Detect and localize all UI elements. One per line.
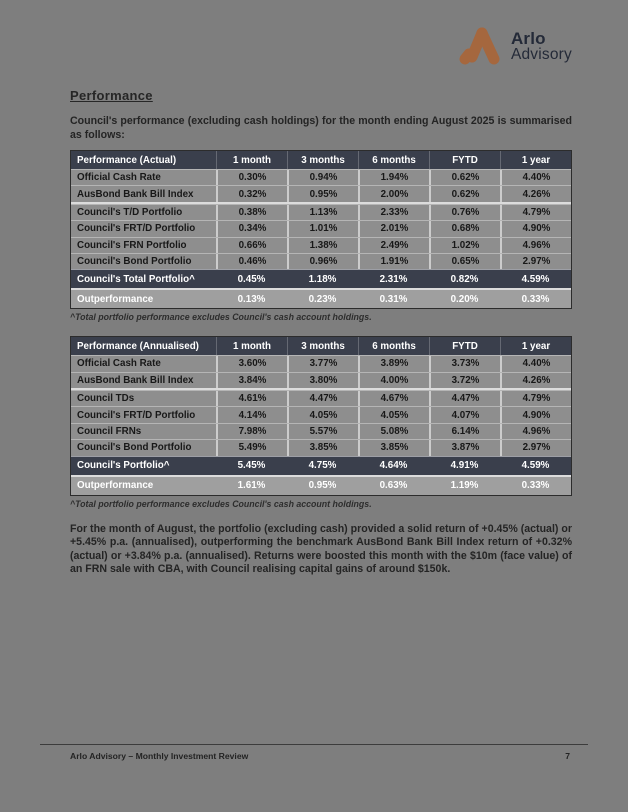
value-cell: 0.95% (308, 480, 337, 491)
value-cell: 5.08% (358, 424, 429, 439)
row-label: Council's T/D Portfolio (77, 206, 183, 218)
value-cell: 4.61% (216, 391, 287, 406)
value-cell: 4.96% (500, 238, 571, 253)
value-cell: 4.90% (500, 407, 571, 422)
value-cell: 4.64% (379, 460, 408, 471)
value-cell: 5.49% (216, 440, 287, 455)
row-label: Council's Total Portfolio^ (77, 273, 195, 285)
value-cell: 0.33% (521, 293, 550, 305)
value-cell: 0.96% (287, 254, 358, 269)
total-row (71, 269, 571, 288)
value-cell: 6 months (358, 151, 429, 169)
value-cell: 2.00% (358, 186, 429, 201)
value-cell: 3.89% (358, 356, 429, 371)
table-row (71, 355, 571, 371)
row-label: AusBond Bank Bill Index (77, 188, 194, 200)
value-cell: 1 year (500, 337, 571, 355)
value-cell: 0.95% (287, 186, 358, 201)
value-cell: 4.26% (500, 186, 571, 201)
value-cell: 5.45% (237, 460, 266, 471)
value-cell: 4.67% (358, 391, 429, 406)
value-cell: 0.34% (216, 221, 287, 236)
value-cell: 0.62% (429, 170, 500, 185)
value-cell: 3.84% (216, 373, 287, 388)
value-cell: 4.40% (500, 356, 571, 371)
table-row (71, 372, 571, 390)
value-cell: FYTD (429, 151, 500, 169)
value-cell: 2.97% (500, 254, 571, 269)
value-cell: 0.62% (429, 186, 500, 201)
row-label: Official Cash Rate (77, 172, 161, 184)
row-label: Council's FRT/D Portfolio (77, 223, 196, 235)
performance-annualised-table (70, 336, 572, 495)
table-row (71, 253, 571, 269)
value-cell: 4.59% (521, 273, 550, 285)
performance-actual-table (70, 150, 572, 309)
footer-document-title: Arlo Advisory – Monthly Investment Review (70, 751, 249, 761)
value-cell: 4.07% (429, 407, 500, 422)
value-cell: 0.94% (287, 170, 358, 185)
value-cell: 0.20% (450, 293, 479, 305)
value-cell: 4.05% (287, 407, 358, 422)
value-cell: 4.05% (358, 407, 429, 422)
value-cell: 3.60% (216, 356, 287, 371)
value-cell: 5.57% (287, 424, 358, 439)
value-cell: 6 months (358, 337, 429, 355)
value-cell: 1.13% (287, 205, 358, 220)
value-cell: 0.82% (450, 273, 479, 285)
value-cell: 4.75% (308, 460, 337, 471)
value-cell: 0.46% (216, 254, 287, 269)
value-cell: 4.47% (429, 391, 500, 406)
value-cell: FYTD (429, 337, 500, 355)
row-label: Outperformance (77, 293, 154, 305)
value-cell: 2.97% (500, 440, 571, 455)
row-label: AusBond Bank Bill Index (77, 374, 194, 386)
value-cell: 4.96% (500, 424, 571, 439)
value-cell: 7.98% (216, 424, 287, 439)
row-label: Performance (Actual) (77, 154, 177, 166)
row-label: Official Cash Rate (77, 358, 161, 370)
value-cell: 1.91% (358, 254, 429, 269)
value-cell: 0.45% (237, 273, 266, 285)
logo-brand-suffix: Advisory (510, 46, 572, 64)
value-cell: 3.87% (429, 440, 500, 455)
section-heading-performance: Performance (70, 88, 153, 103)
table-header-row (71, 337, 571, 355)
value-cell: 3.77% (287, 356, 358, 371)
commentary-paragraph: For the month of August, the portfolio (excluding cash) provided a solid return of +0.45% (actual) or +5.45% p.a. (annualised), outperforming the benchmark AusBond Bank Bill Index return of +0.32% (actual) or +3.84% p.a. (annualised). Returns were boosted this month with the $10m (face value) of an FRN sale with CBA, with Council realising capital gains of around $150k. (70, 522, 572, 575)
row-label: Outperformance (77, 480, 154, 491)
value-cell: 1.38% (287, 238, 358, 253)
value-cell: 1.02% (429, 238, 500, 253)
value-cell: 0.31% (379, 293, 408, 305)
value-cell: 1.18% (308, 273, 337, 285)
value-cell: 4.90% (500, 221, 571, 236)
value-cell: 1 month (216, 151, 287, 169)
row-label: Council TDs (77, 393, 135, 405)
footer-page-number: 7 (565, 751, 570, 761)
logo-brand-name: Arlo (510, 28, 546, 48)
value-cell: 4.00% (358, 373, 429, 388)
table-row (71, 439, 571, 455)
value-cell: 0.38% (216, 205, 287, 220)
value-cell: 1.94% (358, 170, 429, 185)
table-row (71, 169, 571, 185)
table-row (71, 406, 571, 422)
value-cell: 0.32% (216, 186, 287, 201)
value-cell: 2.31% (379, 273, 408, 285)
table-row (71, 390, 571, 406)
value-cell: 3 months (287, 151, 358, 169)
value-cell: 6.14% (429, 424, 500, 439)
table-row (71, 423, 571, 439)
page-footer (40, 744, 588, 761)
value-cell: 2.33% (358, 205, 429, 220)
value-cell: 4.79% (500, 205, 571, 220)
row-label: Council FRNs (77, 425, 142, 437)
page-content (70, 0, 572, 585)
table-header-row (71, 151, 571, 169)
outperformance-row (71, 475, 571, 495)
value-cell: 3.72% (429, 373, 500, 388)
value-cell: 0.76% (429, 205, 500, 220)
row-label: Council's FRN Portfolio (77, 239, 187, 251)
row-label: Council's FRT/D Portfolio (77, 409, 196, 421)
value-cell: 1.61% (237, 480, 266, 491)
intro-paragraph: Council's performance (excluding cash holdings) for the month ending August 2025 is summarised as follows: (70, 115, 572, 141)
value-cell: 3 months (287, 337, 358, 355)
value-cell: 0.30% (216, 170, 287, 185)
value-cell: 4.91% (450, 460, 479, 471)
value-cell: 1.01% (287, 221, 358, 236)
table-footnote: ^Total portfolio performance excludes Council's cash account holdings. (70, 312, 372, 323)
value-cell: 4.26% (500, 373, 571, 388)
row-label: Council's Portfolio^ (77, 460, 170, 471)
value-cell: 2.49% (358, 238, 429, 253)
outperformance-row (71, 288, 571, 308)
value-cell: 0.33% (521, 480, 550, 491)
row-label: Council's Bond Portfolio (77, 442, 192, 454)
value-cell: 0.65% (429, 254, 500, 269)
value-cell: 3.85% (358, 440, 429, 455)
value-cell: 2.01% (358, 221, 429, 236)
table-row (71, 237, 571, 253)
value-cell: 0.66% (216, 238, 287, 253)
table-row (71, 204, 571, 220)
table-row (71, 220, 571, 236)
value-cell: 0.13% (237, 293, 266, 305)
value-cell: 1 month (216, 337, 287, 355)
value-cell: 3.73% (429, 356, 500, 371)
value-cell: 4.79% (500, 391, 571, 406)
value-cell: 1.19% (450, 480, 479, 491)
value-cell: 4.40% (500, 170, 571, 185)
value-cell: 4.14% (216, 407, 287, 422)
value-cell: 4.47% (287, 391, 358, 406)
total-row (71, 456, 571, 475)
value-cell: 3.80% (287, 373, 358, 388)
row-label: Performance (Annualised) (77, 340, 199, 352)
value-cell: 4.59% (521, 460, 550, 471)
value-cell: 1 year (500, 151, 571, 169)
value-cell: 3.85% (287, 440, 358, 455)
value-cell: 0.23% (308, 293, 337, 305)
value-cell: 0.63% (379, 480, 408, 491)
table-footnote: ^Total portfolio performance excludes Council's cash account holdings. (70, 498, 372, 509)
table-row (71, 185, 571, 203)
row-label: Council's Bond Portfolio (77, 256, 192, 268)
value-cell: 0.68% (429, 221, 500, 236)
